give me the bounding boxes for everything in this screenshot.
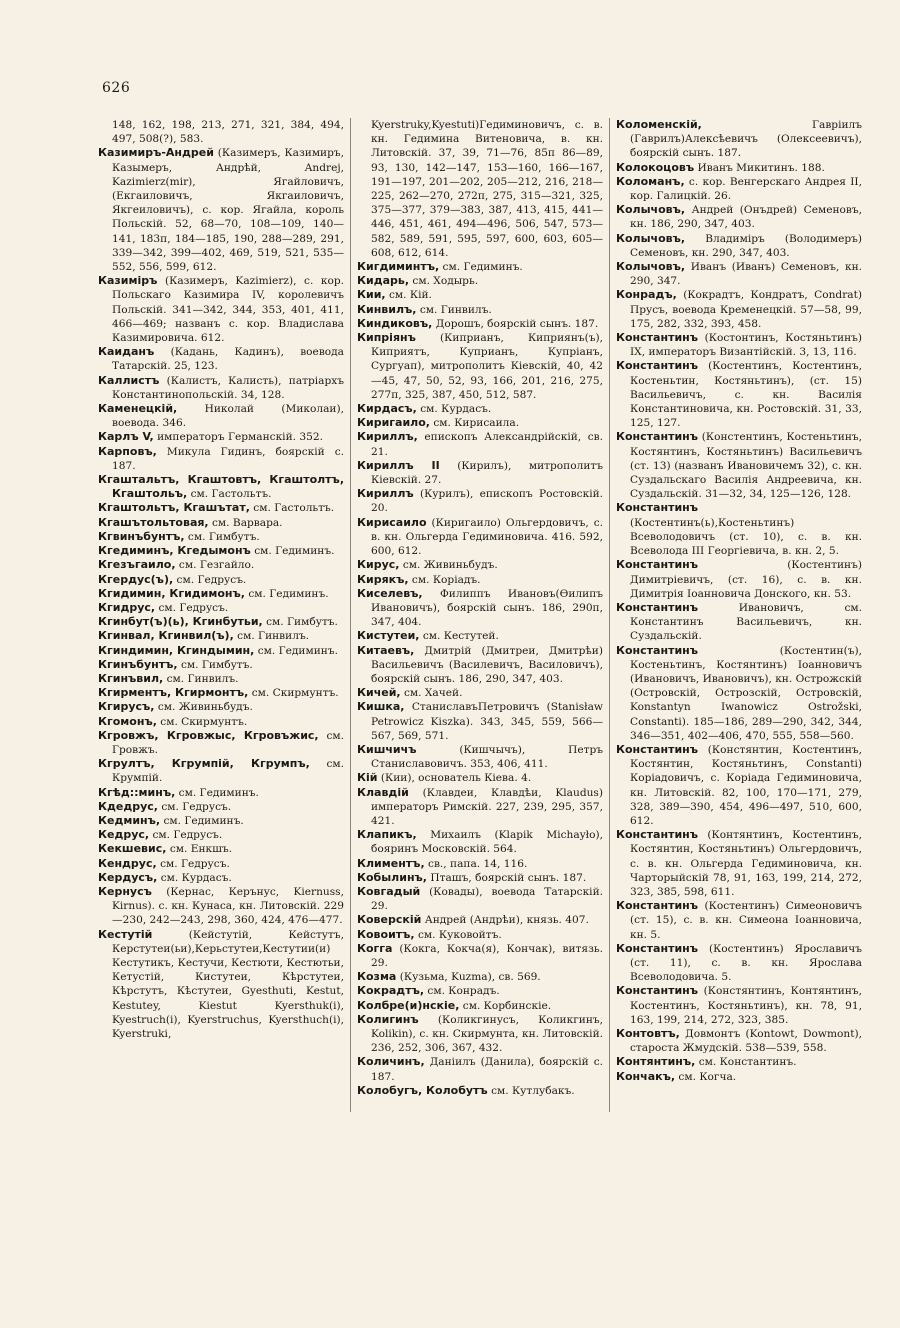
index-entry: Кгедиминъ, Кгедымонъ см. Гедиминъ.	[98, 544, 335, 558]
index-entry: Кдедрус, см. Гедрусъ.	[98, 799, 232, 813]
index-entry: Колобугъ, Колобутъ см. Кутлубакъ.	[357, 1083, 575, 1097]
index-entry: Кгинъвил, см. Гинвилъ.	[98, 671, 239, 685]
index-entry: Ковоитъ, см. Куковойтъ.	[357, 927, 502, 941]
index-entry: Константинъ (Костентин(ъ), Костеньтинъ, Костянтинъ) Іоанновичъ (Ивановичъ, Ивановичъ), кн. Острожскій (Островскій, Острозскій, Островскій, Konstantyn Iwanowicz Ostrožski, Constanti). 185—186, 289—290, 342, 344, 346—351, 402—406, 470, 555, 558—560.	[616, 643, 862, 742]
index-entry: Константинъ (Костентинъ) Ярославичъ (ст. 11), с. в. кн. Ярослава Всеволодовича. 5.	[616, 941, 862, 984]
index-columns	[98, 118, 862, 1112]
index-entry	[98, 1055, 344, 1069]
index-entry: Карлъ V, императоръ Германскій. 352.	[98, 430, 323, 444]
index-entry: Киригаило, см. Кирисаила.	[357, 416, 520, 430]
index-entry: Кгомонъ, см. Скирмунтъ.	[98, 714, 248, 728]
index-entry: Кирдасъ, см. Курдасъ.	[357, 402, 492, 416]
index-entry: Киндиковъ, Дорошъ, боярскій сынъ. 187.	[357, 316, 599, 330]
index-entry: Колбре(и)нскіе, см. Корбинскіе.	[357, 998, 552, 1012]
index-entry: Казимиръ-Андрей (Казимеръ, Казимиръ, Казымеръ, Андрѣй, Andrej, Kazimierz(mir), Ягайловичъ, (Екгаиловичъ, Якгаиловичъ, Якгеиловичъ), с. кор. Ягайла, король Польскій. 52, 68—70, 108—109, 140—141, 183п, 184—185, 190, 288—289, 291, 339—342, 399—402, 469, 519, 521, 535—552, 556, 599, 612.	[98, 146, 345, 274]
index-entry: Карповъ, Микула Гидинъ, боярскій с. 187.	[98, 444, 344, 472]
index-entry: Кедминъ, см. Гедиминъ.	[98, 813, 244, 827]
index-entry: Кидарь, см. Ходырь.	[357, 274, 479, 288]
index-entry: Кокрадтъ, см. Конрадъ.	[357, 984, 500, 998]
index-entry: Колигинъ (Коликгинусъ, Коликгинъ, Kolikin), с. кн. Скирмунта, кн. Литовскій. 236, 252, 306, 367, 432.	[357, 1012, 603, 1055]
index-entry: Кишка, СтаниславъПетровичъ (Stanisław Petrowicz Kiszka). 343, 345, 559, 566—567, 569, 571.	[357, 700, 604, 742]
index-entry: Константинъ (Констянтин, Костентинъ, Костянтин, Костяньтинъ, Constanti) Коріадовичъ, с. Коріада Гедиминовича, кн. Литовскій. 82, 100, 170—171, 279, 328, 389—390, 454, 496—497, 510, 600, 612.	[616, 742, 862, 827]
index-entry: Когга (Кокга, Кокча(я), Кончак), витязь. 29.	[357, 941, 604, 969]
index-entry: Клапикъ, Михаилъ (Klapik Michayło), бояринъ Московскій. 564.	[357, 828, 603, 856]
index-entry: Константинъ (Костентинъ) Димитріевичъ, (ст. 16), с. в. кн. Димитрія Іоанновича Донского, кн. 53.	[616, 558, 862, 600]
index-entry: Конрадъ, (Кокрадтъ, Кондратъ, Condrat) Прусъ, воевода Кременецкій. 57—58, 99, 175, 282, 332, 393, 458.	[616, 288, 862, 330]
index-entry: Кгиндимин, Кгиндымин, см. Гедиминъ.	[98, 643, 338, 657]
index-entry: Колычовъ, Иванъ (Иванъ) Семеновъ, кн. 290, 347.	[616, 260, 863, 288]
index-entry: Кишчичъ (Кишчычъ), Петръ Станиславовичъ. 353, 406, 411.	[357, 742, 603, 771]
index-entry: Кинвилъ, см. Гинвилъ.	[357, 302, 492, 316]
index-entry: Колокоцовъ Иванъ Микитинъ. 188.	[616, 160, 825, 174]
index-entry: Константинъ (Констянтинъ, Контянтинъ, Костентинъ, Костяньтинъ), кн. 78, 91, 163, 199, 214, 272, 323, 385.	[616, 984, 862, 1026]
index-entry: Казиміръ (Казимеръ, Kazimierz), с. кор. Польскаго Казимира IV, королевичъ Польскій. 341—342, 344, 353, 401, 411, 466—469; названъ с. кор. Владислава Казимировича. 612.	[98, 274, 345, 345]
index-entry: Кипріянъ (Киприанъ, Киприянъ(ъ), Киприятъ, Куприанъ, Купріанъ, Сургуап), митрополитъ Кіевскій, 40, 42—45, 47, 50, 52, 93, 166, 201, 216, 275, 277п, 325, 387, 450, 512, 587.	[357, 331, 604, 401]
index-entry: Кгѣд::минъ, см. Гедиминъ.	[98, 785, 259, 799]
index-entry: 148, 162, 198, 213, 271, 321, 384, 494, 497, 508(?), 583.	[112, 119, 344, 146]
index-entry: Кобылинъ, Пташъ, боярскій сынъ. 187.	[357, 870, 587, 884]
index-entry: Kyerstruky,Kyestuti)Гедиминовичъ, с. в. кн. Гедимина Витеновича, в. кн. Литовскій. 37, 39, 71—76, 85п 86—89, 93, 130, 142—147, 153—160, 166—167, 191—197, 201—202, 205—212, 216, 218—225, 262—270, 272п, 275, 315—321, 325, 375—377, 379—383, 387, 413, 415, 441—446, 451, 461, 494—496, 506, 547, 573—582, 589, 591, 595, 597, 600, 603, 605—608, 612, 614.	[371, 119, 603, 259]
column-2	[350, 118, 603, 1112]
index-entry: Колычовъ, Андрей (Онъдрей) Семеновъ, кн. 186, 290, 347, 403.	[616, 203, 863, 231]
index-entry: Кгвинъбунтъ, см. Гимбутъ.	[98, 529, 260, 543]
index-entry: Коверскій Андрей (Андрѣи), князь. 407.	[357, 913, 589, 927]
index-entry	[98, 1084, 344, 1098]
index-entry: Кекшевис, см. Енкшъ.	[98, 842, 233, 856]
index-entry: Кгаштольтъ, Кгашътат, см. Гастольтъ.	[98, 501, 335, 515]
index-entry: Константинъ (Костентинъ(ь),Костеньтинъ) Всеволодовичъ (ст. 10), с. в. кн. Всеволода III Георгіевича, в. кн. 2, 5.	[616, 501, 862, 558]
index-entry: Кончакъ, см. Когча.	[616, 1069, 737, 1083]
index-entry: Кириллъ II (Кирилъ), митрополитъ Кіевскій. 27.	[357, 458, 603, 487]
index-entry: Константинъ (Констентинъ, Костеньтинъ, Костянтинъ, Костяньтинъ) Васильевичъ (ст. 13) (названъ Ивановичемъ 32), с. кн. Суздальскаго Василія Андреевича, кн. Суздальскій. 31—32, 34, 125—126, 128.	[616, 430, 862, 501]
index-entry: Кестутій (Кейстутій, Кейстутъ, Керстутеи(ьи),Керьстутеи,Кестутии(и) Кестутикъ, Кестучи, Кестюти, Кестютьи, Кетустій, Кистутеи, Кѣрстутеи, Кѣрстутъ, Кѣстутеи, Gyesthuti, Kestut, Kestutey, Kiestut Kyersthuk(i), Kyestruch(i), Kyerstruchus, Kyersthuch(i), Kyerstruki,	[98, 927, 344, 1040]
column-1	[98, 118, 344, 1112]
index-entry: Каиданъ (Кадань, Кадинъ), воевода Татарскій. 25, 123.	[98, 345, 344, 373]
index-entry: Кирякъ, см. Коріадъ.	[357, 572, 481, 586]
index-entry: Кгрултъ, Кгрумпій, Кгрумпъ, см. Крумпій.	[98, 757, 344, 785]
column-3	[609, 118, 862, 1112]
index-entry	[616, 1084, 862, 1098]
index-entry: Константинъ (Костентинъ) Симеоновичъ (ст. 15), с. в. кн. Симеона Іоанновича, кн. 5.	[616, 899, 862, 941]
index-entry: Контовтъ, Довмонтъ (Kontowt, Dowmont), староста Жмудскій. 538—539, 558.	[616, 1027, 862, 1055]
index-entry: Кгинъбунтъ, см. Гимбутъ.	[98, 657, 253, 671]
index-entry: Кгровжъ, Кгровжыс, Кгровъжис, см. Гровжъ.	[98, 728, 344, 756]
index-entry: Константинъ (Костонтинъ, Костяньтинъ) IX, императоръ Византійскій. 3, 13, 116.	[616, 331, 863, 359]
index-entry: Кгердус(ъ), см. Гедрусъ.	[98, 572, 247, 586]
index-entry: Кердусъ, см. Курдасъ.	[98, 870, 232, 884]
index-entry: Кгашътольтовая, см. Варвара.	[98, 515, 283, 529]
index-entry: Кгидимин, Кгидимонъ, см. Гедиминъ.	[98, 586, 329, 600]
index-entry	[98, 1070, 344, 1084]
index-entry: Кгинвал, Кгинвил(ъ), см. Гинвилъ.	[98, 629, 310, 643]
index-entry: Кгинбут(ъ)(ь), Кгинбутьи, см. Гимбутъ.	[98, 615, 338, 629]
index-entry: Константинъ Ивановичъ, см. Константинъ Васильевичъ, кн. Суздальскій.	[616, 600, 862, 643]
index-entry: Кендрус, см. Гедрусъ.	[98, 856, 230, 870]
index-entry: Кириллъ (Курилъ), епископъ Ростовскій. 20.	[357, 487, 604, 515]
index-entry: Кириллъ, епископъ Александрійскій, св. 21.	[357, 430, 603, 458]
index-entry	[98, 1098, 344, 1112]
index-entry: Кгирусъ, см. Живиньбудъ.	[98, 700, 253, 714]
index-entry: Каменецкій, Николай (Миколаи), воевода. 346.	[98, 402, 344, 430]
index-entry: Колычовъ, Владиміръ (Володимеръ) Семеновъ, кн. 290, 347, 403.	[616, 231, 862, 259]
index-entry: Количинъ, Даніилъ (Данила), боярскій с. 187.	[357, 1055, 604, 1083]
index-entry: Кгидрус, см. Гедрусъ.	[98, 600, 229, 614]
index-entry: Кирисаило (Киригаило) Ольгердовичъ, с. в. кн. Ольгерда Гедиминовича. 416. 592, 600, 612.	[357, 515, 603, 558]
index-entry: Кгаштальтъ, Кгаштовтъ, Кгаштолтъ, Кгаштольъ, см. Гастольтъ.	[98, 473, 344, 501]
index-entry: Кистутеи, см. Кестутей.	[357, 629, 499, 643]
index-entry: Коломенскій, Гавріилъ (Гаврилъ)Алексѣевичъ (Олексеевичъ), боярскій сынъ. 187.	[616, 118, 862, 160]
index-entry: Кернусъ (Кернас, Керънус, Kiernuss, Kirnus). с. кн. Кунаса, кн. Литовскій. 229—230, 242—243, 298, 360, 424, 476—477.	[98, 884, 344, 927]
index-entry: Кии, см. Кій.	[357, 288, 432, 302]
index-entry: Кгирментъ, Кгирмонтъ, см. Скирмунтъ.	[98, 686, 339, 700]
index-entry: Клавдій (Клавдеи, Клавдѣи, Klaudus) императоръ Римскій. 227, 239, 295, 357, 421.	[357, 785, 603, 827]
page-number: 626	[102, 80, 131, 96]
index-entry: Кедрус, см. Гедрусъ.	[98, 828, 223, 842]
index-entry: Кирус, см. Живиньбудъ.	[357, 558, 498, 572]
index-entry: Контянтинъ, см. Константинъ.	[616, 1055, 797, 1069]
index-entry: Константинъ (Костентинъ, Костентинъ, Костеньтин, Костяньтинъ), (ст. 15) Васильевичъ, с. кн. Василія Константиновича, кн. Ростовскій. 31, 33, 125, 127.	[616, 359, 862, 430]
index-entry: Каллистъ (Калистъ, Калисть), патріархъ Константинопольскій. 34, 128.	[98, 373, 344, 401]
index-entry: Китаевъ, Дмитрій (Дмитреи, Дмитрѣи) Васильевичъ (Василевичъ, Василовичъ), боярскій сынъ. 186, 290, 347, 403.	[357, 643, 603, 685]
index-entry	[98, 1041, 344, 1055]
index-entry: Кій (Кии), основатель Кіева. 4.	[357, 771, 532, 785]
index-entry: Кигдиминтъ, см. Гедиминъ.	[357, 260, 523, 274]
index-entry: Климентъ, св., папа. 14, 116.	[357, 856, 528, 870]
index-entry: Коломанъ, с. кор. Венгерскаго Андрея II, кор. Галицкій. 26.	[616, 174, 862, 203]
index-entry: Кгезъгаило, см. Гезгайло.	[98, 558, 255, 572]
index-entry: Константинъ (Контянтинъ, Костентинъ, Костянтин, Костяньтинъ) Ольгердовичъ, с. в. кн. Ольгерда Гедиминовича, кн. Чарторыйскій 78, 91, 163, 199, 214, 272, 323, 385, 598, 611.	[616, 828, 862, 898]
index-entry: Кичей, см. Хачей.	[357, 686, 463, 700]
index-entry: Козма (Кузьма, Kuzma), св. 569.	[357, 970, 541, 984]
index-entry: Киселевъ, Филиппъ Ивановъ(Ѳилипъ Ивановичъ), боярскій сынъ. 186, 290п, 347, 404.	[357, 586, 603, 629]
index-entry: Ковгадый (Ковады), воевода Татарскій. 29.	[357, 884, 604, 913]
